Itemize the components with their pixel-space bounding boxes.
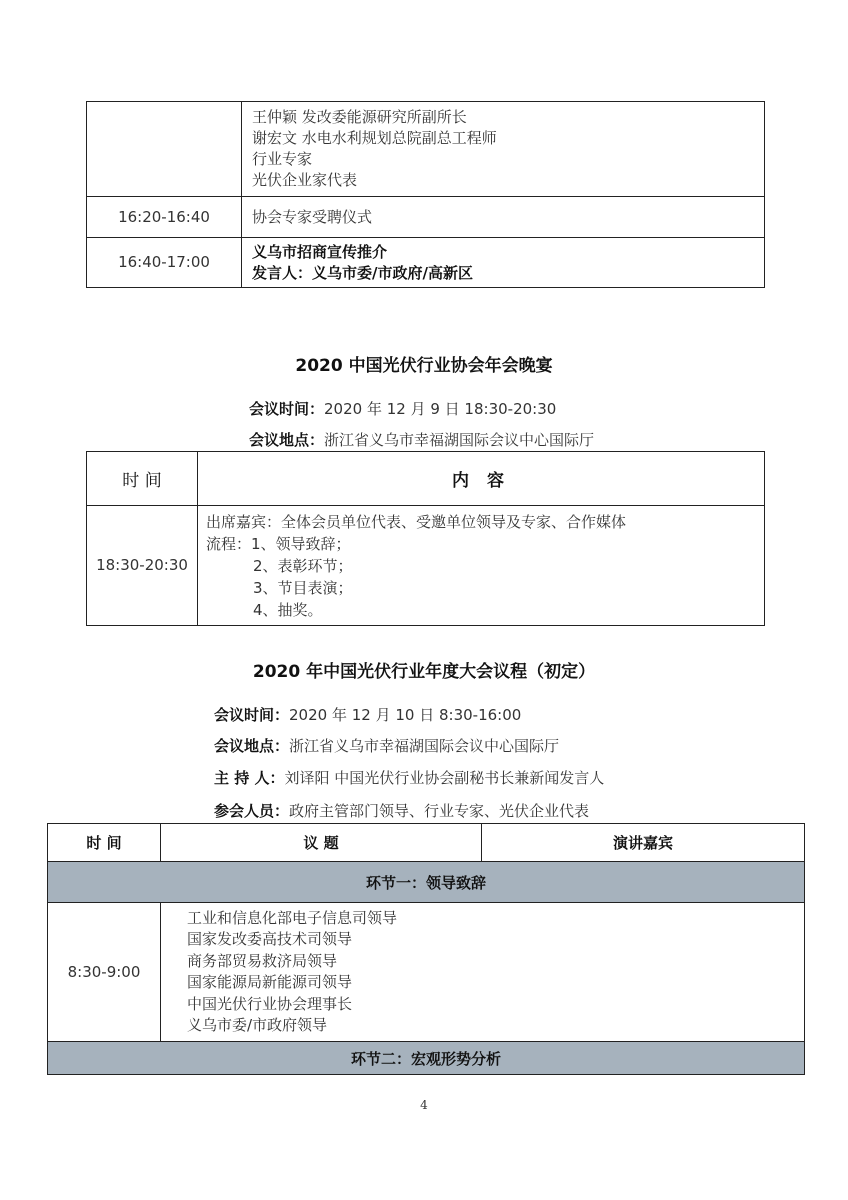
content-line: 流程：1、领导致辞； (206, 534, 351, 553)
content-cell (161, 903, 805, 1042)
content-line: 3、节目表演； (253, 578, 353, 597)
header-content: 内 容 (198, 452, 765, 506)
agenda-attendees-label: 参会人员： (214, 802, 290, 820)
section-header: 环节一：领导致辞 (48, 862, 805, 903)
agenda-time-label: 会议时间： (214, 706, 290, 724)
banquet-table (86, 451, 765, 626)
header-time: 时 间 (48, 824, 161, 862)
table-row (87, 197, 765, 238)
header-speaker: 演讲嘉宾 (482, 824, 805, 862)
speaker-line: 王仲颖 发改委能源研究所副所长 (252, 108, 467, 126)
banquet-place-label: 会议地点： (249, 431, 325, 449)
content-line: 2、表彰环节； (253, 556, 353, 575)
agenda-time-value: 2020 年 12 月 10 日 8:30-16:00 (289, 706, 522, 724)
section-row (48, 862, 805, 903)
speaker-line: 谢宏文 水电水利规划总院副总工程师 (252, 129, 497, 147)
time-cell: 18:30-20:30 (87, 506, 198, 626)
speaker-line: 光伏企业家代表 (252, 171, 358, 189)
section-header: 环节二：宏观形势分析 (48, 1042, 805, 1075)
content-line: 义乌市招商宣传推介 (252, 242, 388, 261)
content-line: 商务部贸易救济局领导 (187, 951, 338, 970)
agenda-host (214, 767, 604, 788)
agenda-attendees (214, 800, 589, 821)
agenda-title: 2020 年中国光伏行业年度大会议程（初定） (252, 662, 596, 682)
agenda-host-value: 刘译阳 中国光伏行业协会副秘书长兼新闻发言人 (284, 769, 605, 787)
agenda-place (214, 735, 559, 756)
banquet-time-label: 会议时间： (249, 400, 325, 418)
content-cell (242, 102, 765, 197)
banquet-place-value: 浙江省义乌市幸福湖国际会议中心国际厅 (324, 431, 595, 449)
content-line: 协会专家受聘仪式 (252, 207, 373, 226)
content-line: 出席嘉宾：全体会员单位代表、受邀单位领导及专家、合作媒体 (206, 512, 627, 531)
content-cell (242, 238, 765, 288)
banquet-time (249, 398, 556, 419)
content-line: 4、抽奖。 (253, 600, 323, 619)
agenda-table (47, 823, 805, 1075)
section-row (48, 1042, 805, 1075)
content-line: 工业和信息化部电子信息司领导 (187, 908, 398, 927)
content-line: 中国光伏行业协会理事长 (187, 994, 353, 1013)
speaker-line: 行业专家 (252, 150, 313, 168)
time-cell (87, 102, 242, 197)
content-cell (198, 506, 765, 626)
page-number: 4 (420, 1098, 428, 1112)
table-row (87, 506, 765, 626)
agenda-host-label: 主 持 人： (214, 769, 285, 787)
session-table-continued (86, 101, 765, 288)
time-cell: 16:20-16:40 (87, 197, 242, 238)
agenda-attendees-value: 政府主管部门领导、行业专家、光伏企业代表 (289, 802, 590, 820)
time-cell: 8:30-9:00 (48, 903, 161, 1042)
content-line: 义乌市委/市政府领导 (187, 1016, 328, 1034)
content-line: 发言人：义乌市委/市政府/高新区 (252, 263, 473, 282)
table-header-row (87, 452, 765, 506)
banquet-place (249, 429, 594, 450)
agenda-place-value: 浙江省义乌市幸福湖国际会议中心国际厅 (289, 737, 560, 755)
content-line: 国家发改委高技术司领导 (187, 930, 353, 948)
table-row (87, 102, 765, 197)
agenda-time (214, 704, 521, 725)
header-topic: 议 题 (161, 824, 482, 862)
content-line: 国家能源局新能源司领导 (187, 973, 353, 991)
content-cell (242, 197, 765, 238)
agenda-place-label: 会议地点： (214, 737, 290, 755)
table-row (87, 238, 765, 288)
time-cell: 16:40-17:00 (87, 238, 242, 288)
banquet-time-value: 2020 年 12 月 9 日 18:30-20:30 (324, 400, 557, 418)
table-header-row (48, 824, 805, 862)
banquet-title: 2020 中国光伏行业协会年会晚宴 (295, 356, 553, 376)
table-row (48, 903, 805, 1042)
header-time: 时 间 (87, 452, 198, 506)
